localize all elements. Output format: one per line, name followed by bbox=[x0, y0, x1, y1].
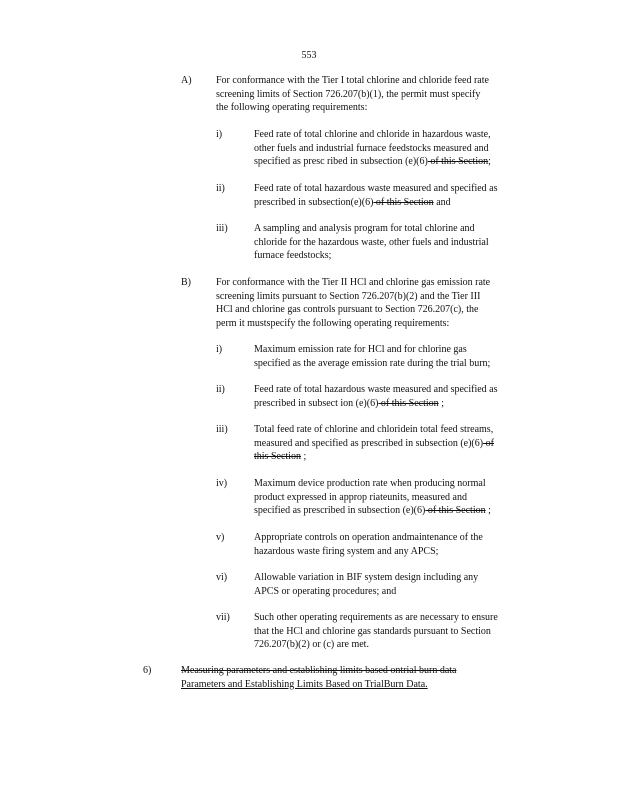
section-a-intro bbox=[216, 74, 542, 115]
section-marker: 6) bbox=[143, 665, 152, 676]
list-item bbox=[254, 571, 544, 598]
underlined-heading: Parameters and Establishing Limits Based on TrialBurn Data. bbox=[181, 678, 428, 690]
list-item bbox=[254, 182, 544, 209]
text-line: specified as the average emission rate during the trial burn; bbox=[254, 357, 491, 369]
text-line: For conformance with the Tier II HCl and chlorine gas emission rate bbox=[216, 277, 491, 288]
text-line: Maximum device production rate when producing normal bbox=[254, 478, 486, 489]
list-item bbox=[254, 343, 544, 370]
text-line: screening limits of Section 726.207(b)(1), the permit must specify bbox=[216, 88, 481, 100]
text-line bbox=[254, 450, 544, 464]
text-run: prescribed in subsect ion (e)(6) bbox=[254, 397, 379, 409]
item-marker: ii) bbox=[216, 183, 225, 194]
item-marker: v) bbox=[216, 532, 225, 543]
text-line bbox=[254, 397, 544, 411]
text-run: measured and specified as prescribed in subsection (e)(6) bbox=[254, 437, 484, 449]
text-line bbox=[254, 196, 544, 210]
item-marker: vi) bbox=[216, 572, 228, 583]
struck-text: of this Section bbox=[425, 505, 486, 516]
section-b-intro bbox=[216, 276, 542, 330]
item-marker: iii) bbox=[216, 424, 228, 435]
text-line: Feed rate of total hazardous waste measured and specified as bbox=[254, 384, 498, 395]
text-line: Maximum emission rate for HCl and for chlorine gas bbox=[254, 344, 467, 355]
section-marker: B) bbox=[181, 277, 191, 288]
text-line: 726.207(b)(2) or (c) are met. bbox=[254, 639, 369, 650]
text-run: and bbox=[433, 196, 451, 208]
text-line: furnace feedstocks; bbox=[254, 250, 332, 261]
text-run: prescribed in subsection(e)(6) bbox=[254, 196, 374, 208]
item-marker: iv) bbox=[216, 478, 228, 489]
text-line: HCl and chlorine gas controls pursuant to Section 726.207(c), the bbox=[216, 304, 479, 315]
list-item bbox=[254, 611, 544, 652]
text-run: specified as presc ribed in subsection (e)(6) bbox=[254, 156, 428, 167]
page-number: 553 bbox=[301, 50, 317, 61]
text-line: other fuels and industrial furnace feedstocks measured and bbox=[254, 142, 489, 154]
text-run: ; bbox=[488, 156, 491, 167]
item-marker: iii) bbox=[216, 223, 228, 234]
section-marker: A) bbox=[181, 75, 192, 86]
text-run: ; bbox=[485, 505, 491, 516]
text-line: Such other operating requirements as are necessary to ensure bbox=[254, 612, 498, 623]
text-line: Feed rate of total chlorine and chloride in hazardous waste, bbox=[254, 129, 491, 140]
text-run: specified as prescribed in subsection (e)(6) bbox=[254, 505, 426, 516]
list-item bbox=[254, 477, 544, 518]
text-line: Feed rate of total hazardous waste measured and specified as bbox=[254, 183, 498, 194]
text-line: APCS or operating procedures; and bbox=[254, 585, 397, 597]
item-marker: ii) bbox=[216, 384, 225, 395]
text-line: Appropriate controls on operation andmaintenance of the bbox=[254, 532, 483, 543]
struck-text: of this Section bbox=[378, 397, 439, 409]
text-line: For conformance with the Tier I total chlorine and chloride feed rate bbox=[216, 75, 489, 86]
list-item bbox=[254, 128, 544, 169]
struck-heading: Measuring parameters and establishing limits based ontrial burn data bbox=[181, 665, 457, 676]
text-line: Total feed rate of chlorine and chloridein total feed streams, bbox=[254, 424, 494, 435]
text-line: the following operating requirements: bbox=[216, 102, 368, 113]
text-line bbox=[254, 504, 544, 518]
struck-text: of this Section bbox=[427, 156, 489, 167]
section-6-heading bbox=[181, 664, 511, 691]
text-run: ; bbox=[438, 397, 444, 409]
list-item bbox=[254, 531, 544, 558]
text-line: product expressed in approp riateunits, measured and bbox=[254, 491, 467, 503]
item-marker: i) bbox=[216, 129, 223, 140]
text-line: that the HCl and chlorine gas standards pursuant to Section bbox=[254, 625, 491, 637]
list-item bbox=[254, 383, 544, 410]
text-line: hazardous waste firing system and any APCS; bbox=[254, 545, 439, 557]
text-line bbox=[254, 155, 544, 169]
item-marker: i) bbox=[216, 344, 223, 355]
struck-text: of bbox=[483, 437, 494, 449]
struck-text: of this Section bbox=[373, 196, 434, 208]
list-item bbox=[254, 222, 544, 263]
text-line: Allowable variation in BIF system design including any bbox=[254, 572, 479, 583]
struck-text: this Section bbox=[254, 451, 301, 462]
list-item bbox=[254, 423, 544, 464]
text-line bbox=[254, 437, 544, 451]
text-run: ; bbox=[300, 451, 307, 462]
text-line: perm it mustspecify the following operating requirements: bbox=[216, 317, 450, 329]
text-line: screening limits pursuant to Section 726.207(b)(2) and the Tier III bbox=[216, 290, 481, 302]
text-line: A sampling and analysis program for total chlorine and bbox=[254, 223, 475, 234]
item-marker: vii) bbox=[216, 612, 230, 623]
text-line: chloride for the hazardous waste, other fuels and industrial bbox=[254, 236, 489, 248]
